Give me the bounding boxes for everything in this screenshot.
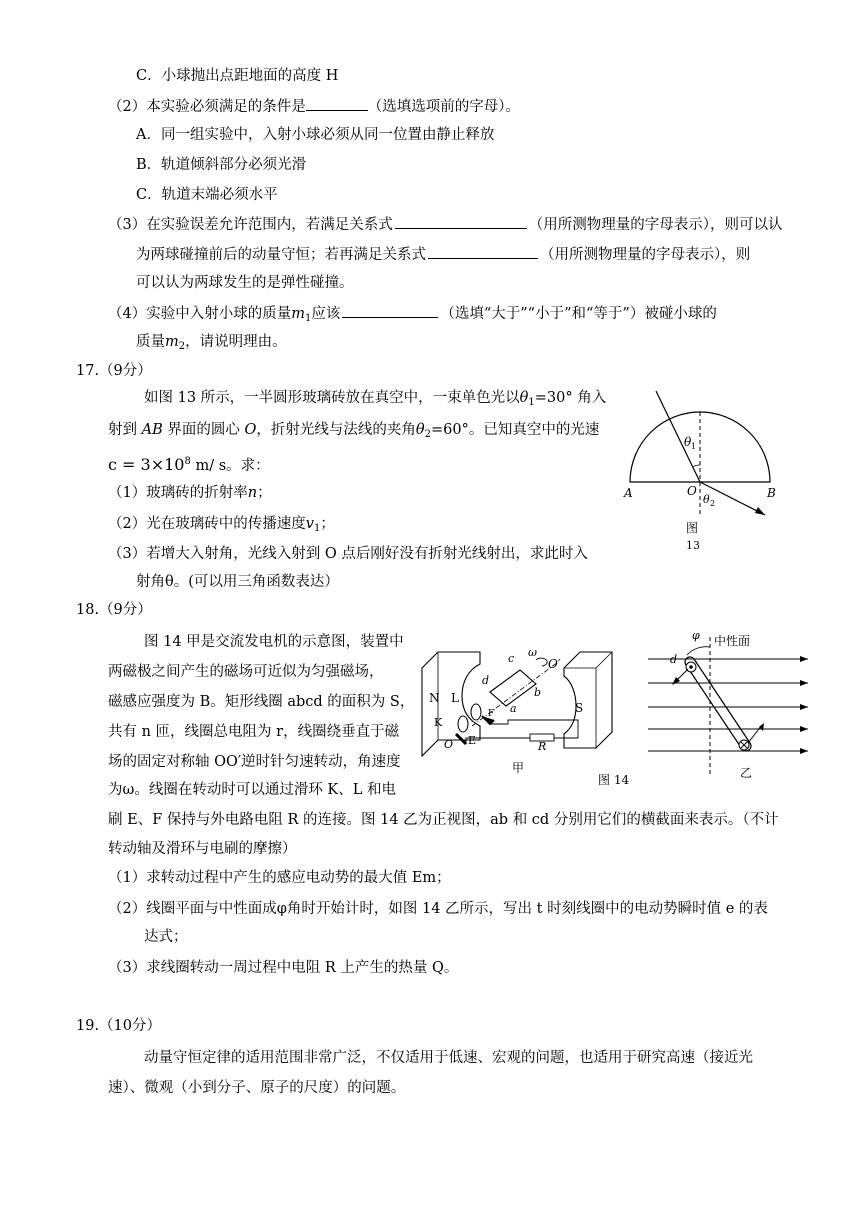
figure-13-number: 13: [686, 539, 700, 550]
dot-symbol: [689, 665, 693, 669]
q19-line2: 速）、微观（小到分子、原子的尺度）的问题。: [108, 1080, 406, 1096]
omega-label: ω: [528, 646, 537, 659]
o-prime-label: O′: [548, 657, 561, 671]
q19-line1: 动量守恒定律的适用范围非常广泛，不仅适用于低速、宏观的问题，也适用于研究高速（接近光: [144, 1050, 753, 1066]
slip-ring-k: [458, 716, 468, 732]
figure-14-caption: 图 14: [598, 773, 630, 787]
f-label: F: [488, 709, 495, 719]
q18-sub1: （1）求转动过程中产生的感应电动势的最大值 Em；: [108, 870, 451, 886]
coil-abcd: [490, 670, 536, 706]
e-label: E: [468, 734, 477, 747]
point-b-label: B: [767, 486, 776, 500]
theta2-subscript: 2: [710, 499, 716, 508]
q19-header: 19.（10分）: [76, 1018, 162, 1034]
answer-blank: [395, 214, 527, 229]
d-label: d: [482, 674, 490, 687]
d-label: d: [670, 653, 678, 666]
arrow-head: [755, 507, 765, 515]
incident-ray: [656, 391, 700, 482]
figure-13: [610, 385, 790, 550]
n-pole-label: N: [429, 691, 440, 705]
q16-part2-option-c: C．轨道末端必须水平: [136, 187, 278, 203]
q16-part2-option-a: A．同一组实验中，入射小球必须从同一位置由静止释放: [136, 127, 495, 143]
q18-line3: 磁感应强度为 B。矩形线圈 abcd 的面积为 S，: [108, 694, 415, 710]
q18-sub2-line2: 达式；: [144, 929, 188, 945]
figure-13-caption: 图: [686, 521, 699, 535]
q18-line7: 刷 E、F 保持与外电路电阻 R 的连接。图 14 乙为正视图，ab 和 cd 分别用它们的横截面来表示。（不计: [108, 812, 779, 828]
o-label: O: [444, 738, 454, 751]
yi-label: 乙: [740, 766, 753, 780]
s-pole-magnet: [564, 652, 612, 748]
field-arrowheads: [800, 656, 808, 754]
q16-part4-line2: 质量$m_2$，请说明理由。: [136, 334, 287, 352]
magnetic-field-lines: [648, 659, 808, 751]
phi-arc: [687, 647, 710, 655]
q16-part3-line3: 可以认为两球发生的是弹性碰撞。: [136, 275, 354, 291]
q18-sub2-line1: （2）线圈平面与中性面成φ角时开始计时，如图 14 乙所示，写出 t 时刻线圈中的电动势瞬时值 e 的表: [108, 901, 768, 917]
q17-light-speed: $c = 3\times 10^8$ m/ s。求：: [108, 455, 270, 474]
axis-oo: [472, 662, 558, 726]
q18-line5: 场的固定对称轴 OO′逆时针匀速转动，角速度: [108, 754, 401, 770]
velocity-arrowhead-c: [759, 723, 764, 731]
s-pole-label: S: [575, 701, 584, 715]
q16-part2-option-b: B．轨道倾斜部分必须光滑: [136, 157, 307, 173]
figure-14-yi-front-view: [640, 625, 820, 785]
q17-header: 17.（9分）: [76, 363, 152, 379]
q17-sub1: （1）玻璃砖的折射率n；: [108, 485, 272, 501]
q18-line6: 为ω。线圈在转动时可以通过滑环 K、L 和电: [108, 782, 397, 798]
external-circuit: [466, 720, 578, 744]
q16-part3-line1: （3）在实验误差允许范围内，若满足关系式 （用所测物理量的字母表示），则可以认: [108, 214, 782, 235]
q17-sub2: （2）光在玻璃砖中的传播速度$v_1$；: [108, 516, 335, 534]
theta1-arc: [692, 465, 700, 467]
q16-part4-line1: （4）实验中入射小球的质量$m_1$应该 （选填“大于”“小于”和“等于”）被碰小球的: [108, 303, 717, 329]
q18-line2: 两磁极之间产生的磁场可近似为匀强磁场，: [108, 664, 384, 680]
r-label: R: [538, 740, 547, 753]
theta1-subscript: 1: [691, 442, 697, 451]
figure-14-jia-generator: [418, 640, 618, 780]
point-o-label: O: [687, 484, 697, 498]
q18-line1: 图 14 甲是交流发电机的示意图，装置中: [144, 634, 404, 650]
slip-ring-l: [471, 704, 481, 720]
theta2-label: θ: [703, 493, 710, 506]
q18-sub3: （3）求线圈转动一周过程中电阻 R 上产生的热量 Q。: [108, 960, 459, 976]
rotation-arrow: [536, 658, 547, 666]
phi-label: φ: [692, 629, 700, 642]
slip-ring-l-label: L: [451, 691, 459, 705]
q16-part2: （2）本实验必须满足的条件是 （选填选项前的字母）。: [108, 96, 520, 117]
neutral-plane-label: 中性面: [714, 634, 751, 648]
q17-line2: 射到 AB 界面的圆心 O，折射光线与法线的夹角$\theta_2=60^\circ$。已知真空中的光速: [108, 422, 600, 440]
q16-part3-line2: 为两球碰撞前后的动量守恒；若再满足关系式 （用所测物理量的字母表示），则: [136, 244, 750, 265]
k-label: K: [434, 716, 443, 729]
a-label: a: [510, 702, 517, 715]
point-a-label: A: [624, 486, 633, 500]
q16-option-c-height: C．小球抛出点距地面的高度 H: [136, 68, 339, 84]
answer-blank: [428, 244, 538, 259]
b-label: b: [534, 686, 542, 699]
coil-cross-section: [685, 657, 751, 751]
q17-line1: 如图 13 所示，一半圆形玻璃砖放在真空中，一束单色光以$\theta_1=30^\circ$ 角入: [144, 390, 607, 408]
c-label: c: [508, 652, 515, 665]
q18-line4: 共有 n 匝，线圈总电阻为 r，线圈绕垂直于磁: [108, 724, 400, 740]
answer-blank: [306, 96, 368, 111]
q17-sub3-line1: （3）若增大入射角，光线入射到 O 点后刚好没有折射光线射出，求此时入: [108, 546, 588, 562]
answer-blank: [342, 303, 438, 318]
q17-sub3-line2: 射角θ。(可以用三角函数表达）: [136, 574, 339, 590]
q18-line8: 转动轴及滑环与电刷的摩擦）: [108, 841, 297, 857]
theta1-label: θ: [684, 435, 692, 449]
q18-header: 18.（9分）: [76, 602, 152, 618]
jia-label: 甲: [512, 761, 525, 775]
